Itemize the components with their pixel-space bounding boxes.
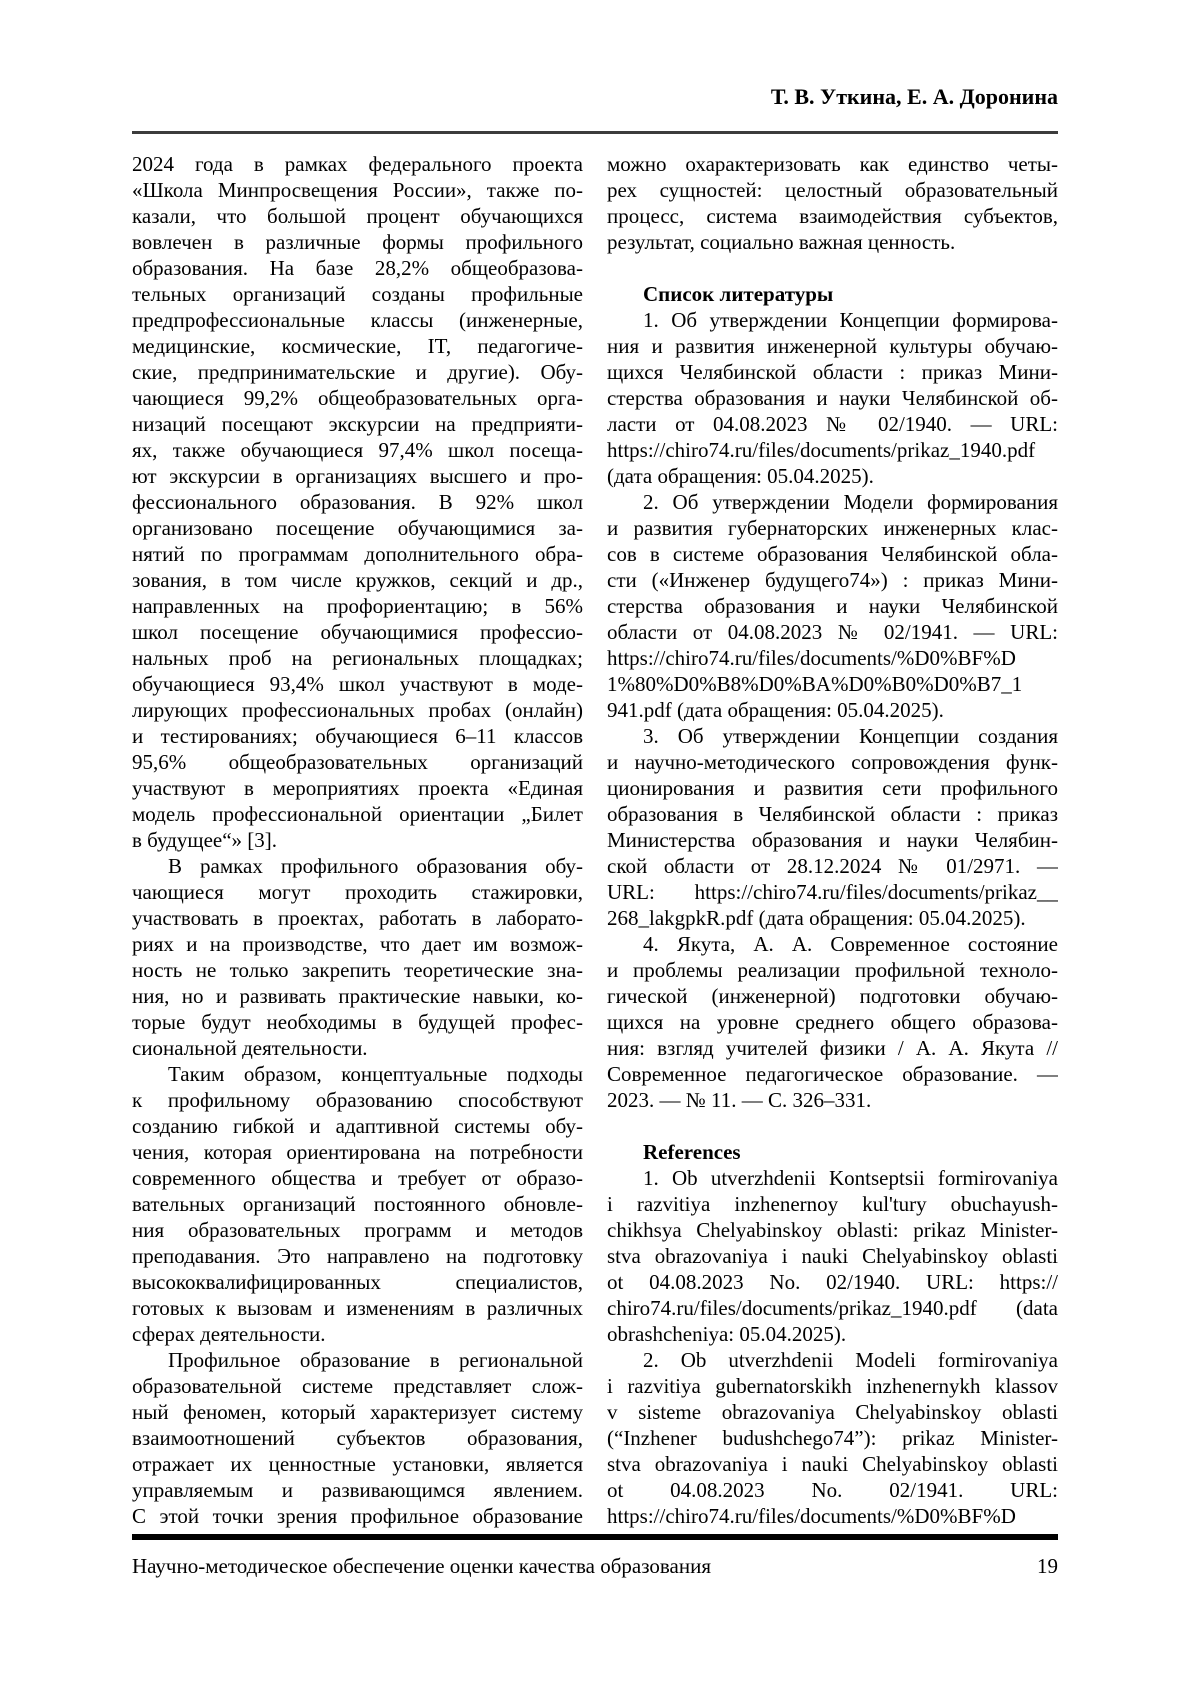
text-line: лирующих профессиональных пробах (онлайн) (132, 698, 583, 722)
bibliography-heading (607, 281, 1058, 307)
text-line: сиональной деятельности. (132, 1036, 368, 1060)
text-line: URL: https://chiro74.ru/files/documents/prikaz__ (607, 880, 1058, 904)
reference-item-1 (607, 1165, 1058, 1347)
paragraph-conclusion (132, 1061, 583, 1347)
text-line: участвовать в проектах, работать в лаборато- (132, 906, 583, 930)
text-line: Современное педагогическое образование. — (607, 1062, 1058, 1086)
text-line: 2. Об утверждении Модели формирования (643, 490, 1058, 514)
text-line: В рамках профильного образования обу- (168, 854, 583, 878)
text-line: и тестированиях; обучающиеся 6–11 классов (132, 724, 583, 748)
text-line: chikhsya Chelyabinskoy oblasti: prikaz Minister- (607, 1218, 1058, 1242)
text-line: (дата обращения: 05.04.2025). (607, 464, 874, 488)
text-line: stva obrazovaniya i nauki Chelyabinskoy oblasti (607, 1452, 1058, 1476)
text-line: процесс, система взаимодействия субъектов, (607, 204, 1058, 228)
text-line: ния: взгляд учителей физики / А. А. Якута // (607, 1036, 1058, 1060)
text-line: преподавания. Это направлено на подготовку (132, 1244, 583, 1268)
text-line: v sisteme obrazovaniya Chelyabinskoy oblasti (607, 1400, 1058, 1424)
text-line: современного общества и требует от образо- (132, 1166, 583, 1190)
text-line: фессионального образования. В 92% школ (132, 490, 583, 514)
text-line: отражает их ценностные установки, является (132, 1452, 583, 1476)
text-line: образования в Челябинской области : приказ (607, 802, 1058, 826)
text-line: вовлечен в различные формы профильного (132, 230, 583, 254)
text-line: ют экскурсии в организациях высшего и про- (132, 464, 583, 488)
text-line: образования. На базе 28,2% общеобразова- (132, 256, 583, 280)
text-line: С этой точки зрения профильное образование (132, 1504, 583, 1528)
text-line: Профильное образование в региональной (168, 1348, 583, 1372)
text-line: Министерства образования и науки Челябин- (607, 828, 1058, 852)
text-line: нальных проб на региональных площадках; (132, 646, 583, 670)
paragraph-continuation (132, 151, 583, 853)
text-line: «Школа Минпросвещения России», также по- (132, 178, 583, 202)
paragraph-regional-system (132, 1347, 583, 1529)
text-line: сти («Инженер будущего74») : приказ Мини- (607, 568, 1058, 592)
section-heading-line: Список литературы (643, 282, 834, 306)
text-line: ность не только закрепить теоретические зна- (132, 958, 583, 982)
text-line: https://chiro74.ru/files/documents/%D0%BF%D (607, 1504, 1016, 1528)
text-line: 3. Об утверждении Концепции создания (643, 724, 1058, 748)
bibliography-item-3 (607, 723, 1058, 931)
text-line: рех сущностей: целостный образовательный (607, 178, 1058, 202)
text-line: 1. Ob utverzhdenii Kontseptsii formirovaniya (643, 1166, 1058, 1190)
text-line: стерства образования и науки Челябинской об- (607, 386, 1058, 410)
text-line: и научно-методического сопровождения функ- (607, 750, 1058, 774)
text-line: низаций посещают экскурсии на предприяти- (132, 412, 583, 436)
bibliography-item-1 (607, 307, 1058, 489)
text-line: (“Inzhener budushchego74”): prikaz Minister- (607, 1426, 1058, 1450)
text-line: можно охарактеризовать как единство четы- (607, 152, 1058, 176)
text-line: организовано посещение обучающимися за- (132, 516, 583, 540)
text-line: stva obrazovaniya i nauki Chelyabinskoy oblasti (607, 1244, 1058, 1268)
text-line: https://chiro74.ru/files/documents/prikaz_1940.pdf (607, 438, 1036, 462)
text-line: obrashcheniya: 05.04.2025). (607, 1322, 847, 1346)
text-line: 941.pdf (дата обращения: 05.04.2025). (607, 698, 944, 722)
text-line: 1%80%D0%B8%D0%BA%D0%B0%D0%B7_1 (607, 672, 1023, 696)
text-line: ские, предпринимательские и другие). Обу- (132, 360, 583, 384)
two-column-text (132, 151, 1058, 1529)
text-line: готовых к вызовам и изменениям в различных (132, 1296, 583, 1320)
text-line: модель профессиональной ориентации „Билет (132, 802, 583, 826)
text-line: медицинские, космические, IT, педагогиче- (132, 334, 583, 358)
text-line: 2024 года в рамках федерального проекта (132, 152, 583, 176)
text-line: в будущее“» [3]. (132, 828, 278, 852)
text-line: 2. Ob utverzhdenii Modeli formirovaniya (643, 1348, 1058, 1372)
text-line: сферах деятельности. (132, 1322, 326, 1346)
references-heading (607, 1139, 1058, 1165)
text-line: взаимоотношений субъектов образования, (132, 1426, 583, 1450)
footer-page-number: 19 (1037, 1554, 1058, 1578)
text-line: управляемым и развивающимся явлением. (132, 1478, 583, 1502)
text-line: щихся на уровне среднего общего образова- (607, 1010, 1058, 1034)
text-line: ния и развития инженерной культуры обучаю- (607, 334, 1058, 358)
text-line: Таким образом, концептуальные подходы (168, 1062, 583, 1086)
text-line: чающиеся могут проходить стажировки, (132, 880, 583, 904)
left-column (132, 151, 583, 1529)
text-line: области от 04.08.2023 № 02/1941. — URL: (607, 620, 1058, 644)
text-line: стерства образования и науки Челябинской (607, 594, 1058, 618)
text-line: нятий по программам дополнительного обра- (132, 542, 583, 566)
text-line: тельных организаций созданы профильные (132, 282, 583, 306)
text-line: созданию гибкой и адаптивной системы обу- (132, 1114, 583, 1138)
text-line: https://chiro74.ru/files/documents/%D0%BF%D (607, 646, 1016, 670)
text-line: ской области от 28.12.2024 № 01/2971. — (607, 854, 1058, 878)
text-line: ot 04.08.2023 No. 02/1940. URL: https:// (607, 1270, 1058, 1294)
text-line: чающиеся 99,2% общеобразовательных орга- (132, 386, 583, 410)
text-line: казали, что большой процент обучающихся (132, 204, 583, 228)
text-line: ния образовательных программ и методов (132, 1218, 583, 1242)
page-footer (132, 1553, 1058, 1579)
text-line: i razvitiya gubernatorskikh inzhenernykh klassov (607, 1374, 1058, 1398)
footer-running-title: Научно-методическое обеспечение оценки качества образования (132, 1554, 712, 1578)
text-line: торые будут необходимы в будущей профес- (132, 1010, 583, 1034)
text-line: обучающиеся 93,4% школ участвуют в моде- (132, 672, 583, 696)
text-line: ях, также обучающиеся 97,4% школ посеща- (132, 438, 583, 462)
text-line: зования, в том числе кружков, секций и др., (132, 568, 583, 592)
text-line: i razvitiya inzhenernoy kul'tury obuchayush- (607, 1192, 1058, 1216)
paragraph-internships (132, 853, 583, 1061)
text-line: 4. Якута, А. А. Современное состояние (643, 932, 1058, 956)
text-line: чения, которая ориентирована на потребности (132, 1140, 583, 1164)
text-line: и развития губернаторских инженерных клас- (607, 516, 1058, 540)
reference-item-2 (607, 1347, 1058, 1529)
text-line: ot 04.08.2023 No. 02/1941. URL: (607, 1478, 1058, 1502)
text-line: участвуют в мероприятиях проекта «Единая (132, 776, 583, 800)
text-line: 268_lakgpkR.pdf (дата обращения: 05.04.2025). (607, 906, 1026, 930)
bibliography-item-2 (607, 489, 1058, 723)
footer-rule (132, 1534, 1058, 1540)
text-line: результат, социально важная ценность. (607, 230, 956, 254)
text-line: гической (инженерной) подготовки обучаю- (607, 984, 1058, 1008)
text-line: и проблемы реализации профильной техноло- (607, 958, 1058, 982)
text-line: высококвалифицированных специалистов, (132, 1270, 583, 1294)
text-line: щихся Челябинской области : приказ Мини- (607, 360, 1058, 384)
paragraph-four-essences (607, 151, 1058, 255)
section-heading-line: References (643, 1140, 741, 1164)
text-line: 95,6% общеобразовательных организаций (132, 750, 583, 774)
text-line: предпрофессиональные классы (инженерные, (132, 308, 583, 332)
text-line: школ посещение обучающимися профессио- (132, 620, 583, 644)
text-line: вательных организаций постоянного обновле- (132, 1192, 583, 1216)
text-line: направленных на профориентацию; в 56% (132, 594, 583, 618)
text-line: ный феномен, который характеризует систему (132, 1400, 583, 1424)
text-line: 1. Об утверждении Концепции формирова- (643, 308, 1058, 332)
text-line: 2023. — № 11. — С. 326–331. (607, 1088, 872, 1112)
text-line: ния, но и развивать практические навыки, ко- (132, 984, 583, 1008)
page-header-authors: Т. В. Уткина, Е. А. Доронина (770, 84, 1058, 109)
text-line: к профильному образованию способствуют (132, 1088, 583, 1112)
text-line: риях и на производстве, что дает им возмож- (132, 932, 583, 956)
text-line: ласти от 04.08.2023 № 02/1940. — URL: (607, 412, 1058, 436)
header-rule (132, 131, 1058, 134)
right-column (607, 151, 1058, 1529)
text-line: образовательной системе представляет слож- (132, 1374, 583, 1398)
text-line: chiro74.ru/files/documents/prikaz_1940.pdf (data (607, 1296, 1058, 1320)
bibliography-item-4 (607, 931, 1058, 1113)
text-line: ционирования и развития сети профильного (607, 776, 1058, 800)
text-line: сов в системе образования Челябинской обла- (607, 542, 1058, 566)
